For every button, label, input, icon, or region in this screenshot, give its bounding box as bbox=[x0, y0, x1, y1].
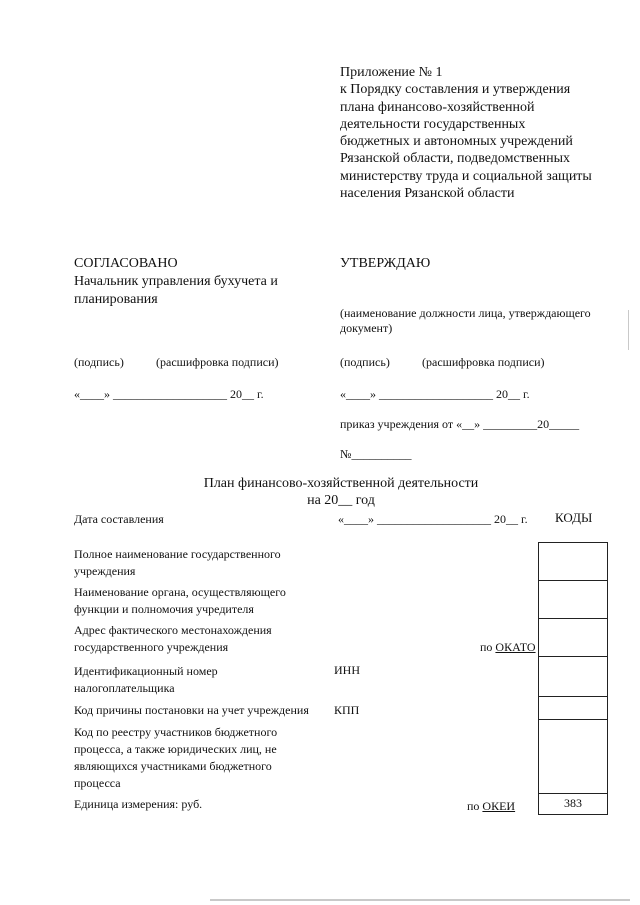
agreed-heading: СОГЛАСОВАНО bbox=[74, 256, 178, 271]
appendix-line: плана финансово-хозяйственной bbox=[340, 99, 535, 115]
taxpayer-id-label: налогоплательщика bbox=[74, 681, 175, 695]
code-cell-founder[interactable] bbox=[538, 580, 608, 619]
appendix-line: деятельности государственных bbox=[340, 116, 526, 132]
agreed-date-line: «____» ___________________ 20__ г. bbox=[74, 387, 264, 401]
okei-value: 383 bbox=[564, 796, 582, 810]
code-cell-registry[interactable] bbox=[538, 719, 608, 794]
approve-number-line: №__________ bbox=[340, 447, 412, 461]
registry-code-label: являющихся участниками бюджетного bbox=[74, 759, 272, 773]
code-cell-inn[interactable] bbox=[538, 656, 608, 697]
appendix-line: населения Рязанской области bbox=[340, 186, 515, 202]
plan-year-line: на 20__ год bbox=[307, 493, 375, 508]
approve-decoding-label: (расшифровка подписи) bbox=[422, 355, 545, 369]
agreed-decoding-label: (расшифровка подписи) bbox=[156, 355, 279, 369]
appendix-line: Приложение № 1 bbox=[340, 65, 443, 80]
address-label: Адрес фактического местонахождения bbox=[74, 623, 272, 637]
founder-label: Наименование органа, осуществляющего bbox=[74, 585, 286, 599]
full-name-label: учреждения bbox=[74, 564, 136, 578]
code-cell-full-name[interactable] bbox=[538, 542, 608, 581]
full-name-label: Полное наименование государственного bbox=[74, 547, 281, 561]
okato-label bbox=[480, 640, 536, 655]
approve-position-hint: (наименование должности лица, утверждающего bbox=[340, 306, 591, 320]
okato-code: ОКАТО bbox=[495, 640, 536, 654]
appendix-reference bbox=[340, 64, 592, 202]
agreed-position-line: планирования bbox=[74, 292, 158, 307]
appendix-line: бюджетных и автономных учреждений bbox=[340, 134, 573, 150]
code-cell-okei[interactable] bbox=[538, 793, 608, 815]
agreed-signature-label: (подпись) bbox=[74, 355, 124, 369]
registry-code-label: процесса, а также юридических лиц, не bbox=[74, 742, 277, 756]
approve-position-hint: документ) bbox=[340, 321, 393, 335]
code-cell-kpp[interactable] bbox=[538, 696, 608, 720]
okei-code: ОКЕИ bbox=[482, 799, 516, 813]
okei-prefix: по bbox=[467, 799, 483, 813]
kpp-label: КПП bbox=[334, 703, 360, 717]
date-of-compilation-label: Дата составления bbox=[74, 512, 164, 526]
scan-artifact-edge bbox=[628, 310, 629, 350]
code-cell-okato[interactable] bbox=[538, 618, 608, 657]
codes-header: КОДЫ bbox=[555, 510, 593, 525]
founder-label: функции и полномочия учредителя bbox=[74, 602, 254, 616]
okei-label bbox=[467, 799, 515, 814]
approve-signature-label: (подпись) bbox=[340, 355, 390, 369]
unit-label: Единица измерения: руб. bbox=[74, 797, 203, 811]
appendix-line: к Порядку составления и утверждения bbox=[340, 82, 571, 98]
registry-code-label: Код по реестру участников бюджетного bbox=[74, 725, 278, 739]
inn-label: ИНН bbox=[334, 663, 360, 677]
scan-artifact-line bbox=[210, 899, 630, 901]
approve-date-line: «____» ___________________ 20__ г. bbox=[340, 387, 530, 401]
agreed-position-line: Начальник управления бухучета и bbox=[74, 274, 278, 289]
okato-prefix: по bbox=[480, 640, 496, 654]
approve-order-line: приказ учреждения от «__» _________20_____ bbox=[340, 417, 580, 431]
registry-code-label: процесса bbox=[74, 776, 121, 790]
taxpayer-id-label: Идентификационный номер bbox=[74, 664, 218, 678]
plan-title: План финансово-хозяйственной деятельности bbox=[203, 476, 479, 491]
address-label: государственного учреждения bbox=[74, 640, 229, 654]
kpp-reason-label: Код причины постановки на учет учреждения bbox=[74, 703, 309, 717]
approve-heading: УТВЕРЖДАЮ bbox=[340, 256, 431, 271]
appendix-line: Рязанской области, подведомственных bbox=[340, 151, 570, 167]
date-of-compilation-value: «____» ___________________ 20__ г. bbox=[338, 512, 528, 526]
appendix-line: министерству труда и социальной защиты bbox=[340, 168, 592, 184]
